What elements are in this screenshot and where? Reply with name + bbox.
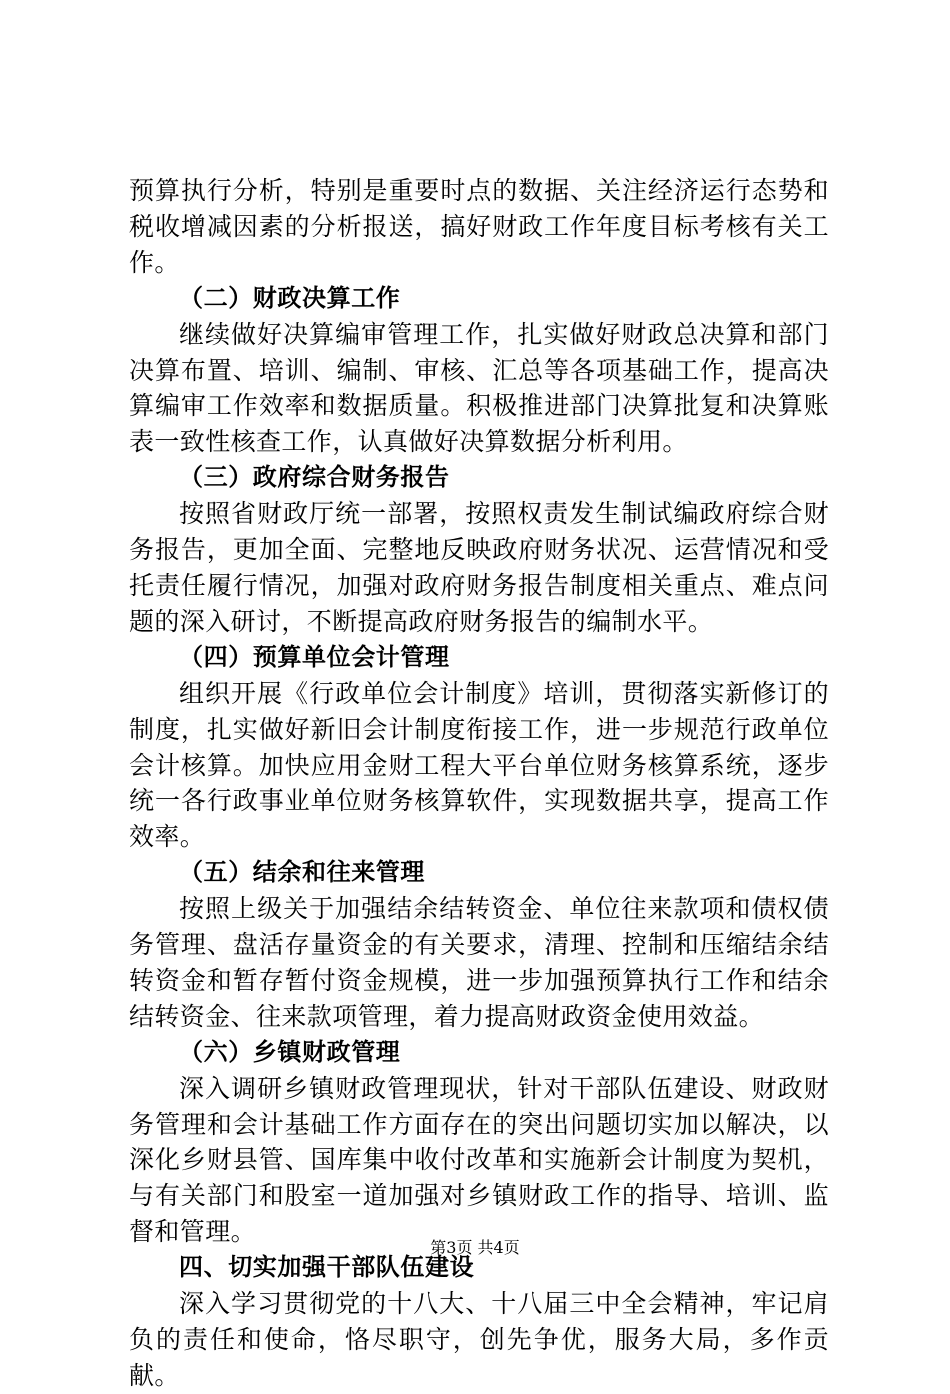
section-heading-final-accounts: （二）财政决算工作 <box>179 283 401 312</box>
paragraph-balance-management: 按照上级关于加强结余结转资金、单位往来款项和债权债务管理、盘活存量资金的有关要求，清理、控制和压缩结余结转资金和暂存暂付资金规模，进一步加强预算执行工作和结余结转资金、往来款项管理，着力提高财政资金使用效益。 <box>129 894 829 1031</box>
section-heading-township-finance: （六）乡镇财政管理 <box>179 1037 401 1066</box>
section-heading-financial-report: （三）政府综合财务报告 <box>179 463 450 492</box>
paragraph-final-accounts: 继续做好决算编审管理工作，扎实做好财政总决算和部门决算布置、培训、编制、审核、汇总等各项基础工作，提高决算编审工作效率和数据质量。积极推进部门决算批复和决算账表一致性核查工作，认真做好决算数据分析利用。 <box>129 319 829 457</box>
document-body <box>129 173 829 1394</box>
paragraph-team-building: 深入学习贯彻党的十八大、十八届三中全会精神，牢记肩负的责任和使命，恪尽职守，创先争优，服务大局，多作贡献。 <box>129 1289 829 1390</box>
paragraph-financial-report: 按照省财政厅统一部署，按照权责发生制试编政府综合财务报告，更加全面、完整地反映政府财务状况、运营情况和受托责任履行情况，加强对政府财务报告制度相关重点、难点问题的深入研讨，不断提高政府财务报告的编制水平。 <box>129 499 829 636</box>
paragraph-township-finance: 深入调研乡镇财政管理现状，针对干部队伍建设、财政财务管理和会计基础工作方面存在的突出问题切实加以解决，以深化乡财县管、国库集中收付改革和实施新会计制度为契机，与有关部门和股室一道加强对乡镇财政工作的指导、培训、监督和管理。 <box>129 1073 829 1247</box>
section-heading-unit-accounting: （四）预算单位会计管理 <box>179 642 450 671</box>
page-number-footer: 第3页 共4页 <box>430 1238 520 1257</box>
paragraph-unit-accounting: 组织开展《行政单位会计制度》培训，贯彻落实新修订的制度，扎实做好新旧会计制度衔接工作，进一步规范行政单位会计核算。加快应用金财工程大平台单位财务核算系统，逐步统一各行政事业单位财务核算软件，实现数据共享，提高工作效率。 <box>129 678 829 852</box>
section-heading-team-building: 四、切实加强干部队伍建设 <box>179 1253 475 1282</box>
section-heading-balance-management: （五）结余和往来管理 <box>179 858 425 887</box>
continuation-paragraph: 预算执行分析，特别是重要时点的数据、关注经济运行态势和税收增减因素的分析报送，搞好财政工作年度目标考核有关工作。 <box>129 176 829 277</box>
